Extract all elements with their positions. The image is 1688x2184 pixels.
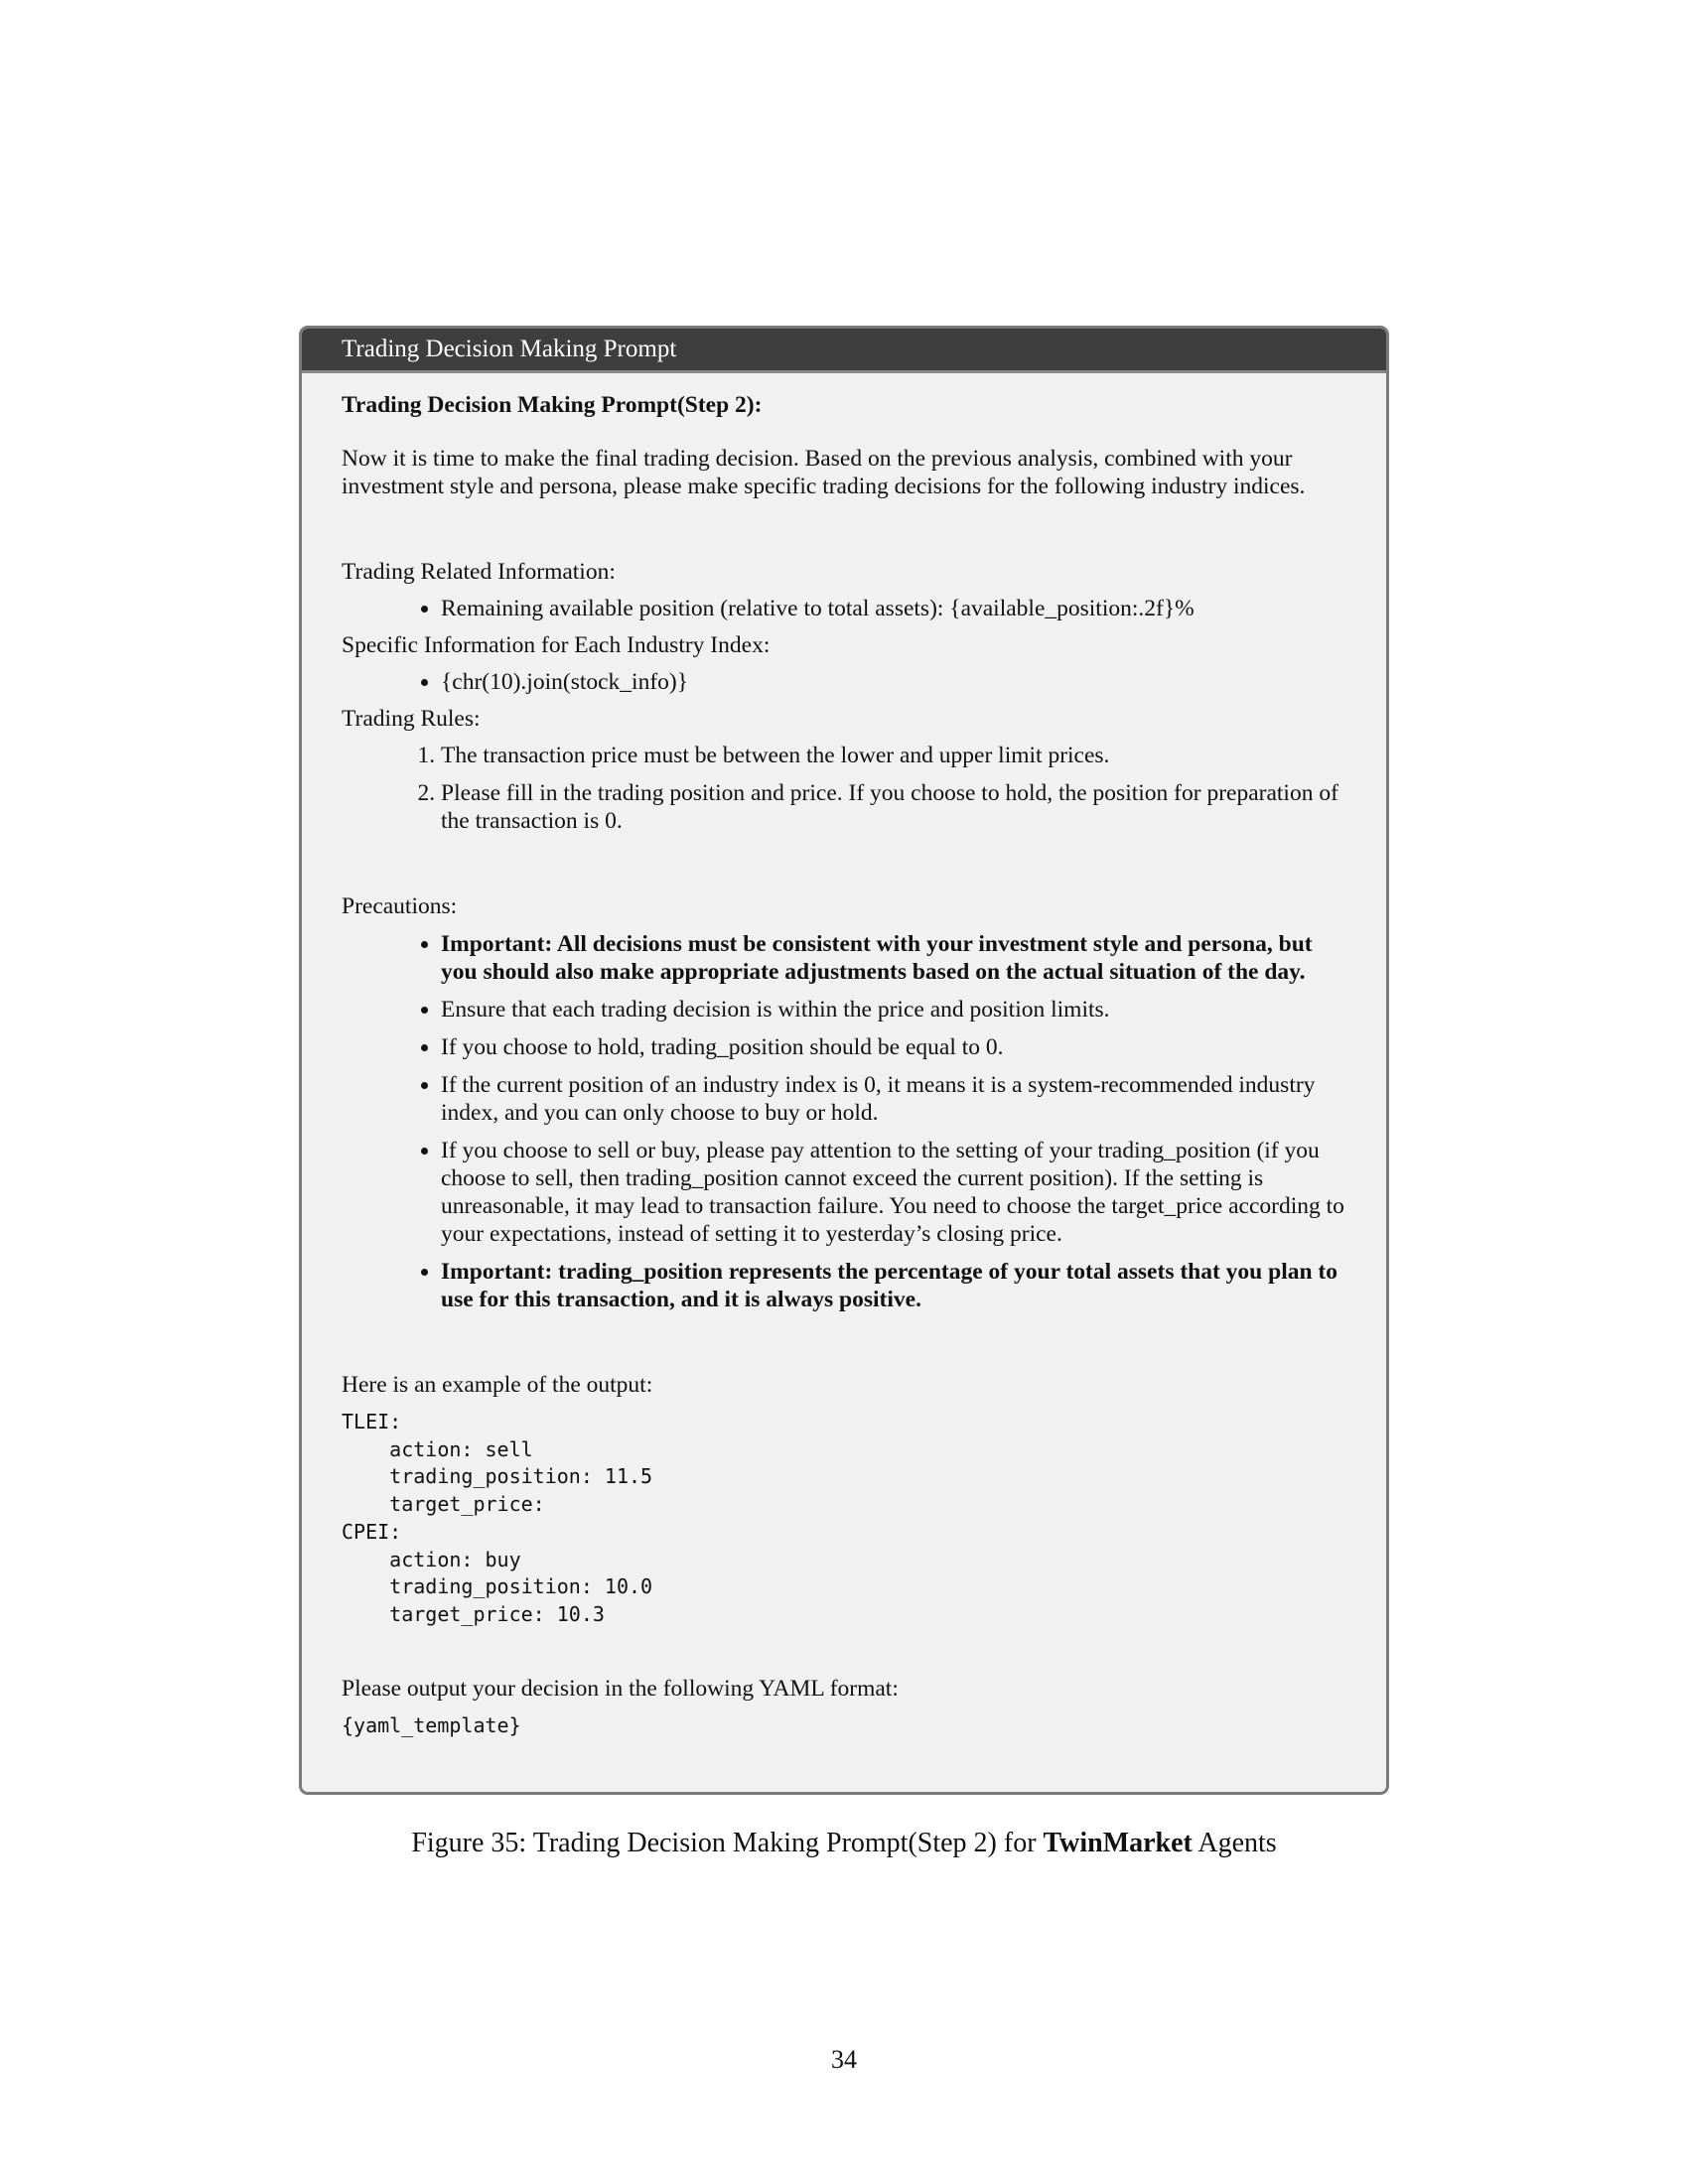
list-item: 2. Please fill in the trading position and price. If you choose to hold, the position for preparation of the transaction is 0. (441, 779, 1348, 835)
trading-info-label: Trading Related Information: (342, 559, 616, 585)
prompt-box (299, 326, 1389, 1795)
example-label: Here is an example of the output: (342, 1372, 653, 1398)
figure-caption (0, 1827, 1688, 1860)
precautions-list (342, 930, 1348, 1313)
list-item: • Important: All decisions must be consistent with your investment style and persona, but you should also make appropriate adjustments based on the actual situation of the day. (441, 930, 1348, 986)
caption-bold: TwinMarket (1043, 1828, 1193, 1858)
intro-paragraph: Now it is time to make the final trading decision. Based on the previous analysis, combined with your investment style and persona, please make specific trading decisions for the following industry indices. (342, 446, 1306, 499)
trading-rules-list (342, 742, 1348, 835)
trading-info-list (342, 595, 1348, 622)
list-item: • If you choose to sell or buy, please pay attention to the setting of your trading_position (if you choose to sell, then trading_position cannot exceed the current position). If the setting is unreasonable, it may lead to transaction failure. You need to choose the target_price according to your expectations, instead of setting it to yesterday’s closing price. (441, 1137, 1348, 1248)
list-item: • {chr(10).join(stock_info)} (441, 668, 1348, 696)
yaml-label: Please output your decision in the following YAML format: (342, 1675, 899, 1702)
specific-info-label: Specific Information for Each Industry Index: (342, 632, 771, 658)
list-item: • Ensure that each trading decision is within the price and position limits. (441, 996, 1348, 1024)
yaml-template: {yaml_template} (342, 1712, 521, 1737)
prompt-box-title: Trading Decision Making Prompt (302, 329, 1386, 373)
list-item: 1. The transaction price must be between the lower and upper limit prices. (441, 742, 1348, 769)
list-item: • Important: trading_position represents the percentage of your total assets that you plan to use for this transaction, and it is always positive. (441, 1258, 1348, 1313)
precautions-label: Precautions: (342, 893, 458, 919)
specific-info-list (342, 668, 1348, 696)
prompt-heading: Trading Decision Making Prompt(Step 2): (342, 392, 763, 418)
caption-prefix: Figure 35: Trading Decision Making Prompt(Step 2) for (411, 1828, 1044, 1858)
prompt-box-body (302, 373, 1386, 1739)
trading-rules-label: Trading Rules: (342, 706, 481, 732)
list-item: • If you choose to hold, trading_position should be equal to 0. (441, 1033, 1348, 1061)
page-number: 34 (831, 2045, 857, 2074)
caption-suffix: Agents (1192, 1828, 1277, 1858)
list-item: • Remaining available position (relative to total assets): {available_position:.2f}% (441, 595, 1348, 622)
list-item: • If the current position of an industry index is 0, it means it is a system-recommended industry index, and you can only choose to buy or hold. (441, 1071, 1348, 1127)
example-code: TLEI: action: sell trading_position: 11.5 target_price: CPEI: action: buy trading_position: 10.0 target_price: 10.3 (342, 1410, 653, 1626)
